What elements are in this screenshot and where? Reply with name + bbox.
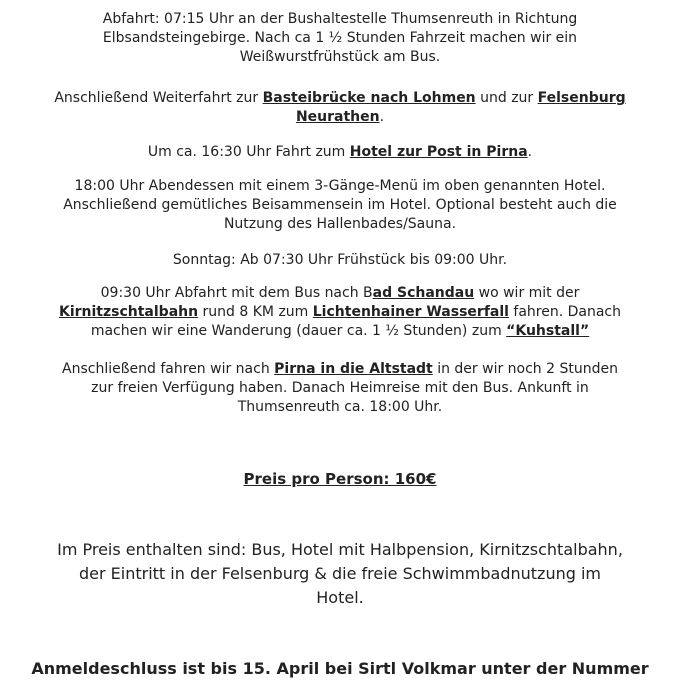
price-heading: Preis pro Person: 160€ xyxy=(243,470,437,488)
neurathen-highlight: Neurathen xyxy=(295,109,380,125)
included-paragraph xyxy=(8,538,672,610)
text-fragment: rund 8 KM zum xyxy=(198,304,313,320)
text-line: Hotel. xyxy=(316,588,364,607)
pirna-paragraph xyxy=(8,360,672,417)
text-fragment: in der wir noch 2 Stunden xyxy=(432,361,618,377)
text-fragment: Um ca. 16:30 Uhr Fahrt zum xyxy=(147,144,350,160)
text-line: Im Preis enthalten sind: Bus, Hotel mit Halbpension, Kirnitzschtalbahn, xyxy=(57,540,623,559)
departure-paragraph xyxy=(8,10,672,67)
text-line: Nutzung des Hallenbades/Sauna. xyxy=(223,216,457,232)
bastei-paragraph xyxy=(8,89,672,127)
dinner-paragraph xyxy=(8,177,672,234)
text-line xyxy=(8,322,672,341)
text-fragment: . xyxy=(527,144,533,160)
text-fragment: Anschließend Weiterfahrt zur xyxy=(54,90,263,106)
text-fragment: Anschließend fahren wir nach xyxy=(62,361,275,377)
basteibruecke-highlight: Basteibrücke nach Lohmen xyxy=(262,90,476,106)
bad-schandau-highlight: ad Schandau xyxy=(372,285,475,301)
text-fragment: wo wir mit der xyxy=(474,285,580,301)
text-fragment: machen wir eine Wanderung (dauer ca. 1 ½ Stunden) zum xyxy=(90,323,507,339)
felsenburg-highlight: Felsenburg xyxy=(537,90,626,106)
kuhstall-highlight: “Kuhstall” xyxy=(506,323,590,339)
text-line xyxy=(8,89,672,108)
hotel-paragraph xyxy=(8,143,672,162)
text-line: Abfahrt: 07:15 Uhr an der Bushaltestelle Thumsenreuth in Richtung xyxy=(102,11,578,27)
text-line: Anschließend gemütliches Beisammensein im Hotel. Optional besteht auch die xyxy=(63,197,617,213)
text-fragment: fahren. Danach xyxy=(508,304,622,320)
text-line xyxy=(8,108,672,127)
pirna-altstadt-highlight: Pirna in die Altstadt xyxy=(274,361,433,377)
text-line: der Eintritt in der Felsenburg & die freie Schwimmbadnutzung im xyxy=(79,564,601,583)
text-fragment: . xyxy=(379,109,385,125)
text-line: 18:00 Uhr Abendessen mit einem 3-Gänge-Menü im oben genannten Hotel. xyxy=(74,178,606,194)
text-line xyxy=(8,303,672,322)
text-line xyxy=(8,143,672,162)
kirnitzschtalbahn-highlight: Kirnitzschtalbahn xyxy=(58,304,199,320)
registration-deadline: Anmeldeschluss ist bis 15. April bei Sirtl Volkmar unter der Nummer xyxy=(31,659,649,678)
text-line: Thumsenreuth ca. 18:00 Uhr. xyxy=(237,399,443,415)
wasserfall-highlight: Lichtenhainer Wasserfall xyxy=(312,304,509,320)
text-line: Sonntag: Ab 07:30 Uhr Frühstück bis 09:00 Uhr. xyxy=(172,252,508,268)
text-line: zur freien Verfügung haben. Danach Heimreise mit den Bus. Ankunft in xyxy=(91,380,589,396)
text-fragment: 09:30 Uhr Abfahrt mit dem Bus nach B xyxy=(100,285,373,301)
text-fragment: und zur xyxy=(475,90,538,106)
text-line: Weißwurstfrühstück am Bus. xyxy=(239,49,441,65)
bad-schandau-paragraph xyxy=(8,284,672,341)
text-line xyxy=(8,284,672,303)
hotel-highlight: Hotel zur Post in Pirna xyxy=(349,144,528,160)
text-line: Elbsandsteingebirge. Nach ca 1 ½ Stunden Fahrzeit machen wir ein xyxy=(102,30,578,46)
sunday-paragraph xyxy=(8,251,672,270)
text-line xyxy=(8,360,672,379)
